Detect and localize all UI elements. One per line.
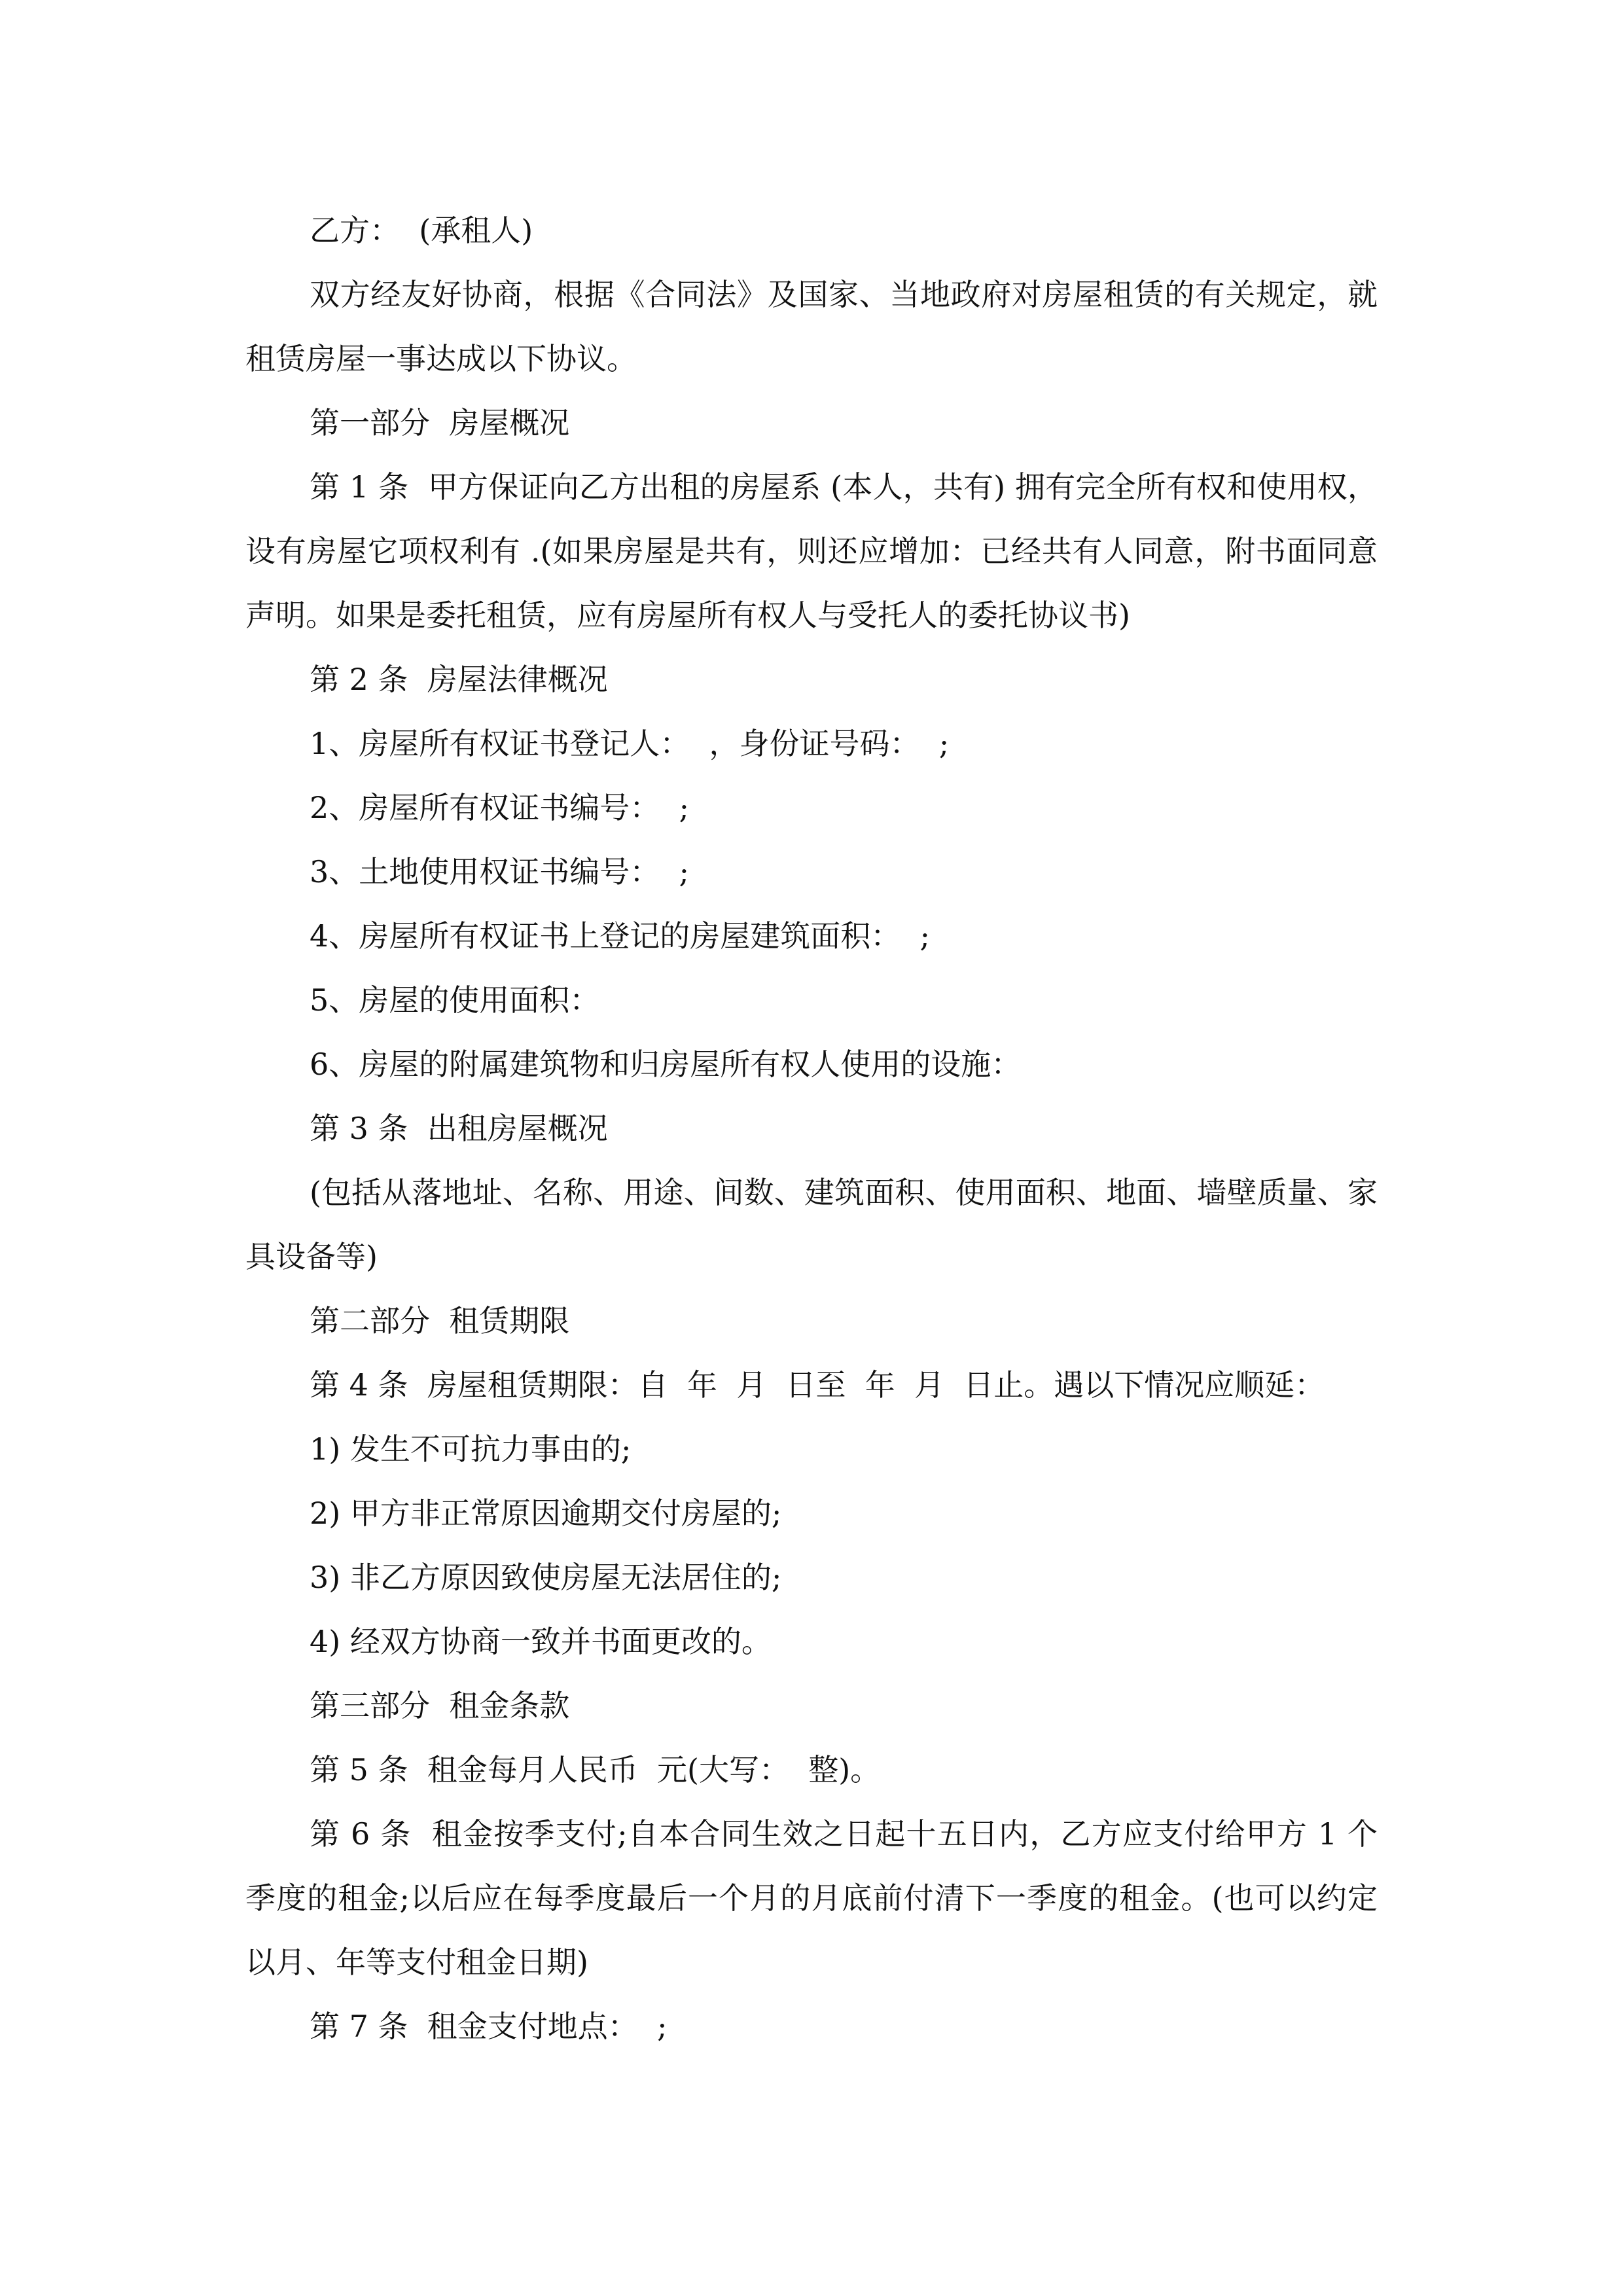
part-2-heading: 第二部分 租赁期限 — [310, 1303, 570, 1338]
article-3-body: (包括从落地址、名称、用途、间数、建筑面积、使用面积、地面、墙壁质量、家具设备等) — [245, 1175, 1378, 1274]
article-5: 第 5 条 租金每月人民币 元(大写： 整)。 — [310, 1752, 881, 1787]
article-2-item-4: 4、房屋所有权证书上登记的房屋建筑面积： ; — [310, 918, 931, 954]
party-b-line: 乙方： (承租人) — [310, 213, 533, 248]
article-6: 第 6 条 租金按季支付;自本合同生效之日起十五日内，乙方应支付给甲方 1 个季度的租金;以后应在每季度最后一个月的月底前付清下一季度的租金。(也可以约定以月、年等支付租金日期) — [245, 1816, 1378, 1980]
article-2-item-1: 1、房屋所有权证书登记人： ，身份证号码： ; — [310, 726, 950, 761]
article-4: 第 4 条 房屋租赁期限：自 年 月 日至 年 月 日止。遇以下情况应顺延： — [310, 1367, 1325, 1403]
article-4-case-1: 1) 发生不可抗力事由的; — [310, 1431, 632, 1467]
article-4-case-3: 3) 非乙方原因致使房屋无法居住的; — [310, 1560, 782, 1595]
preamble-paragraph: 双方经友好协商，根据《合同法》及国家、当地政府对房屋租赁的有关规定，就租赁房屋一事达成以下协议。 — [245, 277, 1378, 376]
article-1: 第 1 条 甲方保证向乙方出租的房屋系 (本人，共有) 拥有完全所有权和使用权，设有房屋它项权利有 .(如果房屋是共有，则还应增加：已经共有人同意，附书面同意声明。如果是委托租赁，应有房屋所有权人与受托人的委托协议书) — [245, 469, 1378, 633]
article-2-item-2: 2、房屋所有权证书编号： ; — [310, 790, 690, 825]
part-3-heading: 第三部分 租金条款 — [310, 1688, 570, 1723]
article-2-item-3: 3、土地使用权证书编号： ; — [310, 854, 690, 889]
article-3-heading: 第 3 条 出租房屋概况 — [310, 1111, 608, 1146]
article-2-heading: 第 2 条 房屋法律概况 — [310, 662, 608, 697]
article-2-item-5: 5、房屋的使用面积： — [310, 982, 600, 1018]
article-4-case-4: 4) 经双方协商一致并书面更改的。 — [310, 1624, 772, 1659]
part-1-heading: 第一部分 房屋概况 — [310, 405, 570, 440]
article-4-case-2: 2) 甲方非正常原因逾期交付房屋的; — [310, 1496, 782, 1531]
article-7: 第 7 条 租金支付地点： ; — [310, 2009, 668, 2044]
article-2-item-6: 6、房屋的附属建筑物和归房屋所有权人使用的设施： — [310, 1047, 1022, 1082]
